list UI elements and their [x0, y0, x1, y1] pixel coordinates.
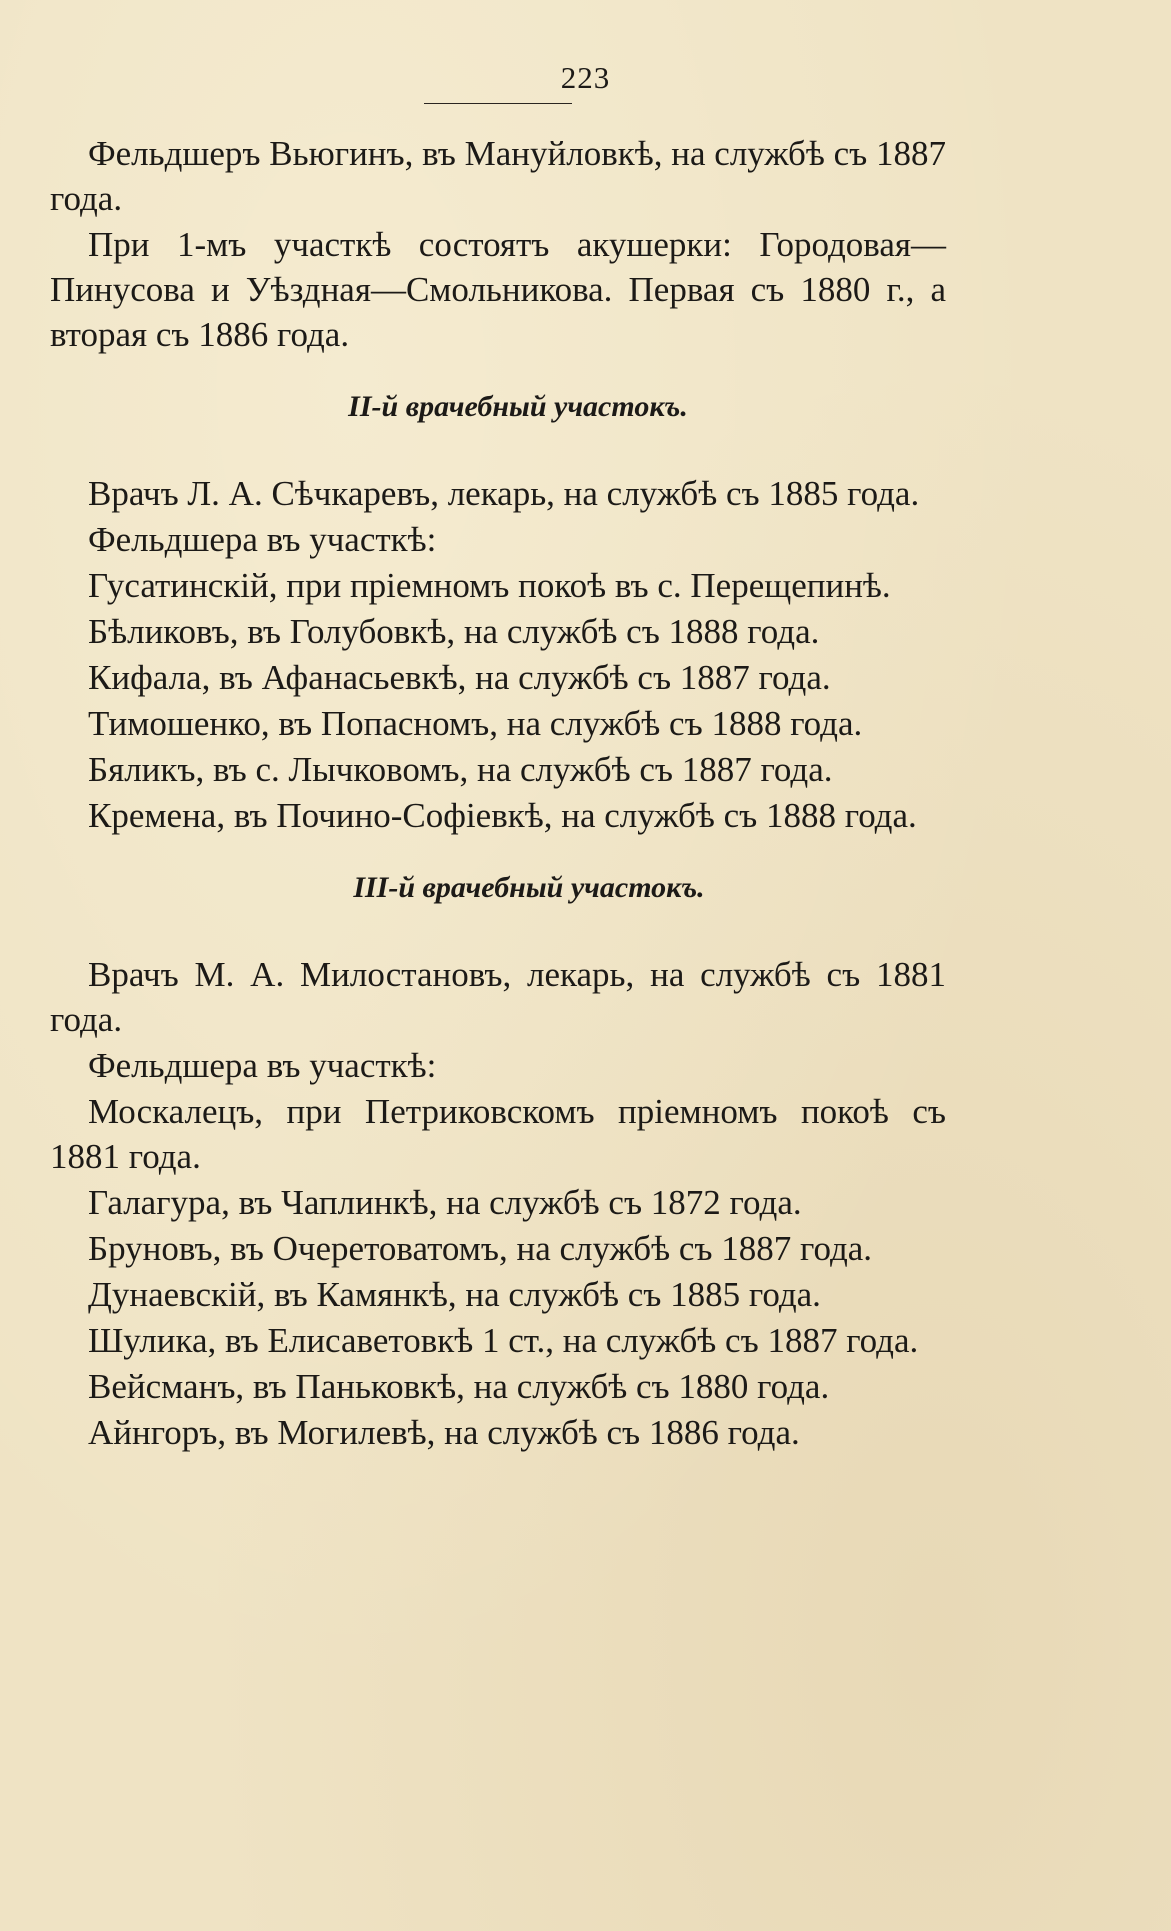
page-number: 223	[560, 60, 611, 95]
paragraph-dunaevsky: Дунаевскій, въ Камянкѣ, на службѣ съ 1885 года.	[88, 1275, 821, 1314]
paragraph-kremena: Кремена, въ Почино-Софіевкѣ, на службѣ съ 1888 года.	[88, 796, 917, 835]
paragraph-brunov: Бруновъ, въ Очеретоватомъ, на службѣ съ 1887 года.	[88, 1229, 873, 1268]
page-number-rule	[424, 103, 572, 104]
section-heading-district-3: III-й врачебный участокъ.	[353, 871, 705, 904]
paragraph-belikov: Бѣликовъ, въ Голубовкѣ, на службѣ съ 1888 года.	[88, 612, 820, 651]
section-heading-district-2: II-й врачебный участокъ.	[348, 390, 688, 423]
paragraph-galagura: Галагура, въ Чаплинкѣ, на службѣ съ 1872 года.	[88, 1183, 802, 1222]
paragraph-midwives: При 1-мъ участкѣ состоятъ акушерки: Городовая—Пинусова и Уѣздная—Смольникова. Первая съ 1880 г., а вторая съ 1886 года.	[50, 225, 946, 354]
paragraph-timoshenko: Тимошенко, въ Попасномъ, на службѣ съ 1888 года.	[88, 704, 863, 743]
paragraph-gusatinsky: Гусатинскій, при пріемномъ покоѣ въ с. Перещепинѣ.	[88, 566, 891, 605]
paragraph-doctor-milostanov: Врачъ М. А. Милостановъ, лекарь, на службѣ съ 1881 года.	[50, 955, 946, 1039]
paragraph-feldshers-label-2: Фельдшера въ участкѣ:	[88, 1046, 437, 1085]
paragraph-kifala: Кифала, въ Афанасьевкѣ, на службѣ съ 1887 года.	[88, 658, 831, 697]
paragraph-moskalets: Москалецъ, при Петриковскомъ пріемномъ покоѣ съ 1881 года.	[50, 1092, 946, 1176]
paragraph-feldshers-label: Фельдшера въ участкѣ:	[88, 520, 437, 559]
paragraph-shulika: Шулика, въ Елисаветовкѣ 1 ст., на службѣ съ 1887 года.	[88, 1321, 919, 1360]
paragraph-doctor-sechkarev: Врачъ Л. А. Сѣчкаревъ, лекарь, на службѣ съ 1885 года.	[88, 474, 920, 513]
paragraph-aingor: Айнгоръ, въ Могилевѣ, на службѣ съ 1886 года.	[88, 1413, 800, 1452]
paragraph-veisman: Вейсманъ, въ Паньковкѣ, на службѣ съ 1880 года.	[88, 1367, 830, 1406]
text-body	[50, 131, 946, 1455]
paragraph-byalik: Бяликъ, въ с. Лычковомъ, на службѣ съ 1887 года.	[88, 750, 833, 789]
paragraph-feldsher-vyugin: Фельдшеръ Вьюгинъ, въ Мануйловкѣ, на службѣ съ 1887 года.	[50, 134, 946, 218]
